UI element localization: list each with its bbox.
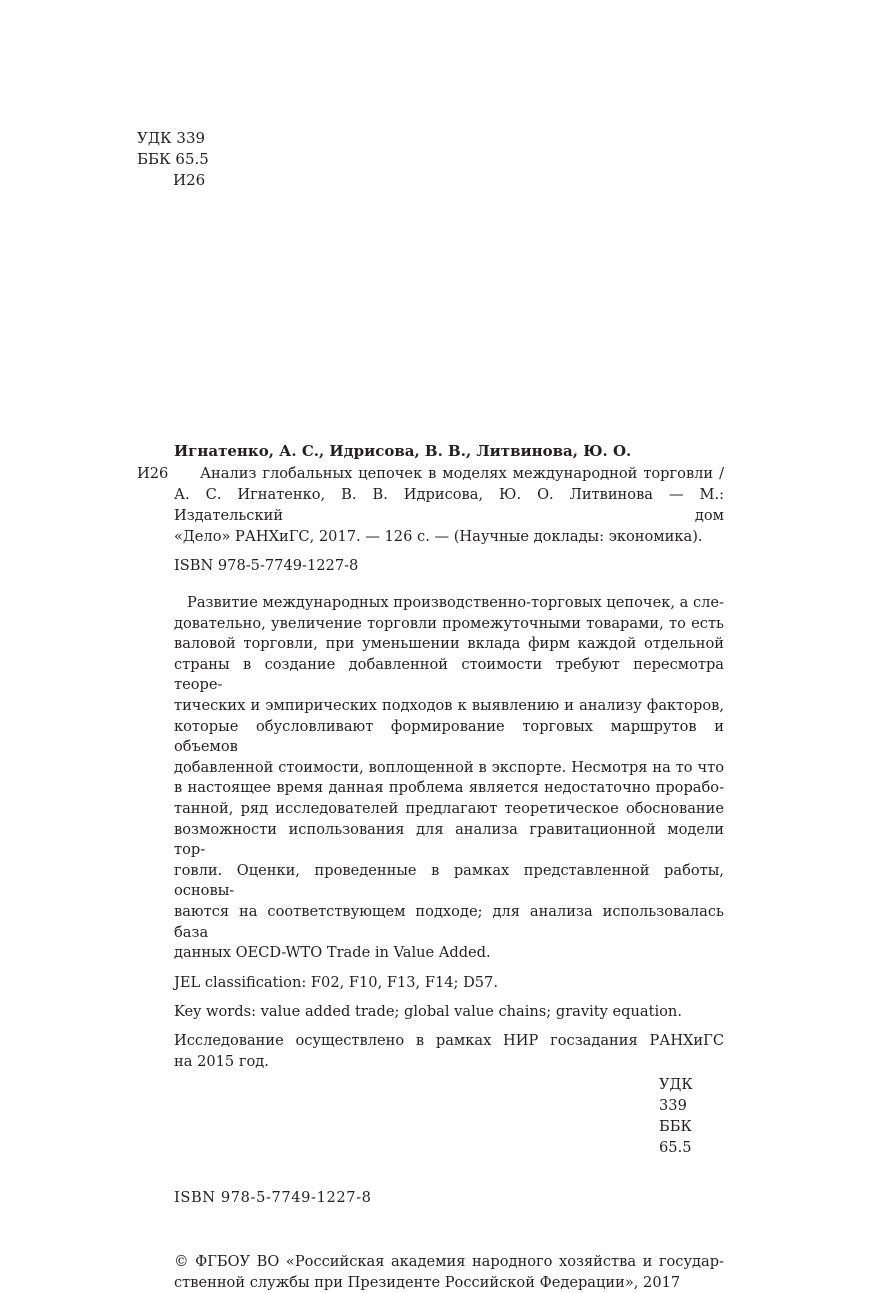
keywords: Key words: value added trade; global value chains; gravity equation. (174, 1002, 682, 1020)
abstract-line: которые обусловливают формирование торговых маршрутов и объемов (174, 717, 724, 756)
bbk-code: ББК 65.5 (659, 1117, 692, 1156)
abstract-line: говли. Оценки, проведенные в рамках представленной работы, основы- (174, 861, 724, 900)
abstract-line: валовой торговли, при уменьшении вклада фирм каждой отдельной (174, 635, 724, 653)
copyright-notice (174, 1251, 724, 1293)
classification-codes-right (174, 1074, 724, 1158)
bibliographic-record (137, 441, 724, 1293)
biblio-line: А. С. Игнатенко, В. В. Идрисова, Ю. О. Литвинова — М.: Издательский дом (174, 486, 724, 524)
abstract-line: танной, ряд исследователей предлагают теоретическое обоснование (174, 799, 724, 817)
author-mark: И26 (173, 171, 206, 189)
authors-heading: Игнатенко, А. С., Идрисова, В. В., Литвинова, Ю. О. (174, 442, 632, 460)
copyright-line: © ФГБОУ ВО «Российская академия народного хозяйства и государ- (174, 1252, 724, 1270)
abstract-line: ваются на соответствующем подходе; для анализа использовалась база (174, 902, 724, 941)
isbn-record: ISBN 978-5-7749-1227-8 (174, 557, 359, 574)
abstract-line: добавленной стоимости, воплощенной в экспорте. Несмотря на то что (174, 758, 724, 776)
abstract-line: довательно, увеличение торговли промежуточными товарами, то есть (174, 614, 724, 632)
abstract-line: в настоящее время данная проблема является недостаточно прорабо- (174, 779, 724, 797)
abstract-line: возможности использования для анализа гравитационной модели тор- (174, 820, 724, 859)
research-note (174, 1030, 724, 1072)
bbk-code: ББК 65.5 (137, 150, 209, 168)
jel-classification: JEL classification: F02, F10, F13, F14; D57. (174, 973, 498, 991)
udk-code: УДК 339 (137, 129, 206, 147)
abstract (174, 593, 724, 964)
udk-code: УДК 339 (659, 1075, 693, 1114)
biblio-line: «Дело» РАНХиГС, 2017. — 126 с. — (Научные доклады: экономика). (174, 528, 703, 545)
abstract-line: Развитие международных производственно-торговых цепочек, а сле- (187, 594, 724, 611)
abstract-line: тических и эмпирических подходов к выявлению и анализу факторов, (174, 696, 724, 714)
copyright-line: ственной службы при Президенте Российской Федерации», 2017 (174, 1273, 681, 1291)
bibliographic-description (137, 463, 724, 547)
biblio-line: Анализ глобальных цепочек в моделях международной торговли / (200, 465, 724, 482)
isbn-bottom: ISBN 978-5-7749-1227-8 (174, 1188, 372, 1206)
classification-codes-top (137, 128, 209, 191)
research-line: Исследование осуществлено в рамках НИР госзадания РАНХиГС (174, 1031, 724, 1049)
research-line: на 2015 год. (174, 1052, 269, 1070)
index-mark: И26 (137, 465, 169, 482)
abstract-line: данных OECD-WTO Trade in Value Added. (174, 944, 491, 962)
abstract-line: страны в создание добавленной стоимости требуют пересмотра теоре- (174, 655, 724, 694)
